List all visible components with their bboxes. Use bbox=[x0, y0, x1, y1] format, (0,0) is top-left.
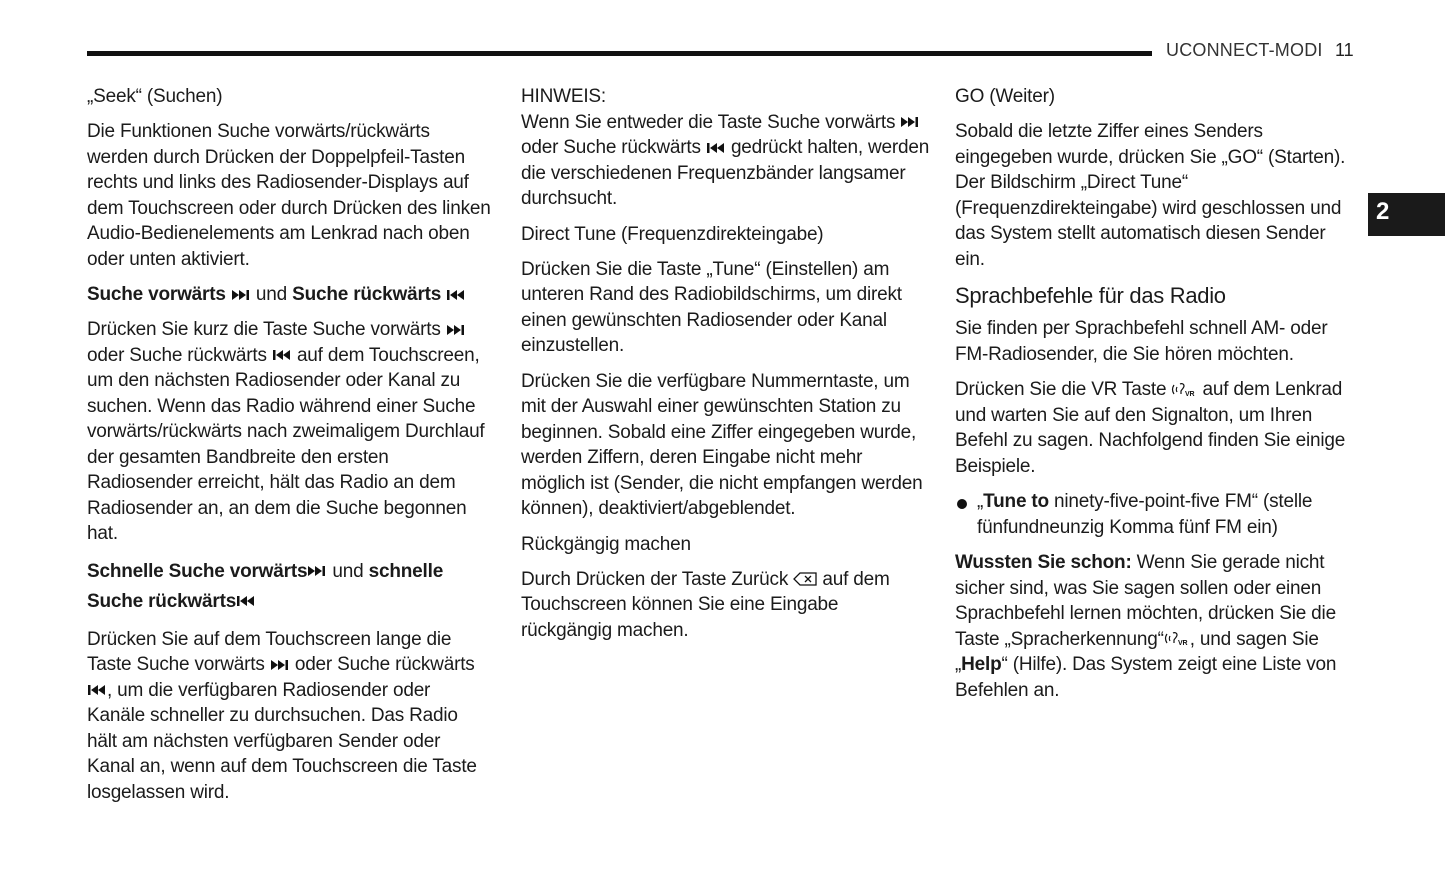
note-block: HINWEIS: Wenn Sie entweder die Taste Suche vorwärts oder Suche rückwärts gedrückt halten, werden die verschiedenen Frequenzbänder langsamer durchsucht. bbox=[521, 86, 930, 209]
note-label: HINWEIS: bbox=[521, 86, 606, 107]
seek-back-icon bbox=[446, 289, 466, 301]
direct-tune-text-2: Drücken Sie die verfügbare Nummerntaste, um mit der Auswahl einer gewünschten Station zu beginnen. Sobald eine Ziffer eingegeben wurde, werden Ziffern, deren Eingabe nicht mehr möglich ist (Sender, die nicht empfangen werden können), deaktiviert/abgeblendet. bbox=[521, 370, 923, 519]
header-rule bbox=[87, 51, 1152, 56]
undo-heading: Rückgängig machen bbox=[521, 533, 691, 555]
seek-back-icon bbox=[236, 595, 256, 607]
direct-tune-text-1: Drücken Sie die Taste „Tune“ (Einstellen) am unteren Rand des Radiobildschirms, um direkt einen gewünschten Radiosender oder Kanal einzustellen. bbox=[521, 258, 902, 356]
section-title: UCONNECT-MODI bbox=[1166, 40, 1323, 60]
seek-forward-icon bbox=[270, 659, 290, 671]
voice-commands-heading: Sprachbefehle für das Radio bbox=[955, 283, 1226, 308]
column-3 bbox=[955, 84, 1360, 713]
voice-recognition-icon bbox=[1164, 631, 1190, 647]
seek-forward-icon bbox=[307, 565, 327, 577]
voice-commands-text-2: Drücken Sie die VR Taste VR auf dem Lenkrad und warten Sie auf den Signalton, um Ihren Befehl zu sagen. Nachfolgend finden Sie einige Beispiele. bbox=[955, 379, 1346, 477]
did-you-know-label: Wussten Sie schon: bbox=[955, 552, 1132, 573]
bullet-dot bbox=[957, 499, 967, 509]
seek-back-icon bbox=[272, 349, 292, 361]
seek-forward-icon bbox=[231, 289, 251, 301]
undo-text: Durch Drücken der Taste Zurück auf dem Touchscreen können Sie eine Eingabe rückgängig machen. bbox=[521, 568, 890, 641]
seek-forward-icon bbox=[900, 116, 920, 128]
seek-back-icon bbox=[87, 684, 107, 696]
voice-commands-text-1: Sie finden per Sprachbefehl schnell AM- oder FM-Radiosender, die Sie hören möchten. bbox=[955, 318, 1328, 365]
seek-back-icon bbox=[706, 142, 726, 154]
seek-body: Die Funktionen Suche vorwärts/rückwärts werden durch Drücken der Doppelpfeil-Tasten rechts und links des Radiosender-Displays auf dem Touchscreen oder durch Drücken des linken Audio-Bedienelements am Lenkrad nach oben oder unten aktiviert. bbox=[87, 121, 491, 270]
column-1 bbox=[87, 84, 492, 815]
go-text: Sobald die letzte Ziffer eines Senders eingegeben wurde, drücken Sie „GO“ (Starten). Der Bildschirm „Direct Tune“ (Frequenzdirekteingabe) wird geschlossen und das System stellt automatisch diesen Sender ein. bbox=[955, 121, 1346, 270]
example-bullet: „Tune to ninety-five-point-five FM“ (stelle fünfundneunzig Komma fünf FM ein) bbox=[955, 489, 1360, 540]
svg-text:VR: VR bbox=[1185, 390, 1195, 398]
direct-tune-heading: Direct Tune (Frequenzdirekteingabe) bbox=[521, 223, 824, 245]
fast-seek-subheading: Schnelle Suche vorwärts und schnelle Suche rückwärts bbox=[87, 560, 444, 612]
chapter-tab: 2 bbox=[1368, 193, 1445, 236]
page-number: 11 bbox=[1335, 40, 1354, 60]
seek-short-press-text: Drücken Sie kurz die Taste Suche vorwärts oder Suche rückwärts auf dem Touchscreen, um den nächsten Radiosender oder Kanal zu suchen. Wenn das Radio während einer Suche vorwärts/rückwärts nach zweimaligem Durchlauf der gesamten Bandbreite den ersten Radiosender erreicht, hält das Radio an dem Radiosender an, an dem die Suche begonnen hat. bbox=[87, 319, 485, 544]
fast-seek-text: Drücken Sie auf dem Touchscreen lange die Taste Suche vorwärts oder Suche rückwärts , um die verfügbaren Radiosender oder Kanäle schneller zu durchsuchen. Das Radio hält am nächsten verfügbaren Sender oder Kanal an, wenn auf dem Touchscreen die Taste losgelassen wird. bbox=[87, 628, 477, 803]
column-2 bbox=[521, 84, 931, 653]
go-heading: GO (Weiter) bbox=[955, 86, 1055, 107]
voice-recognition-icon bbox=[1171, 382, 1197, 398]
seek-heading: „Seek“ (Suchen) bbox=[87, 86, 223, 107]
seek-forward-icon bbox=[446, 324, 466, 336]
backspace-icon bbox=[793, 572, 817, 586]
svg-text:VR: VR bbox=[1177, 640, 1188, 648]
seek-subheading: Suche vorwärts und Suche rückwärts bbox=[87, 282, 492, 307]
did-you-know-text: Wussten Sie schon: Wenn Sie gerade nicht sicher sind, was Sie sagen sollen oder einen Sprachbefehl lernen möchten, drücken Sie die Taste „Spracherkennung“ VR , und sagen Sie „Help“ (Hilfe). Das System zeigt eine Liste von Befehlen an. bbox=[955, 552, 1337, 701]
